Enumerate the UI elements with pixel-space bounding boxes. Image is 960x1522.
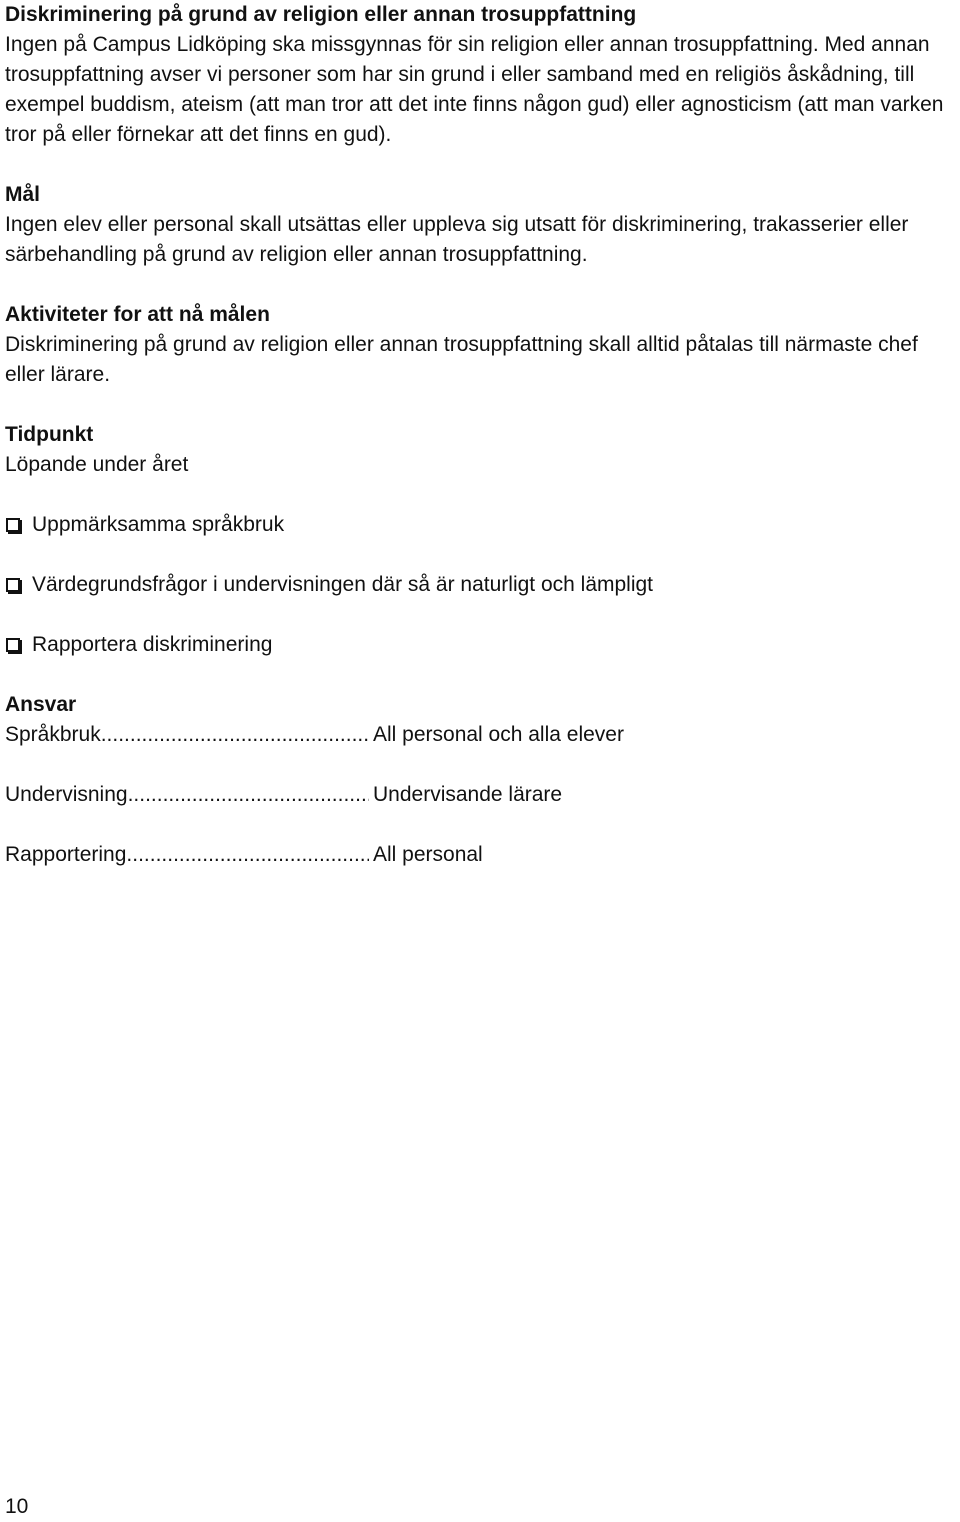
responsibility-row — [5, 840, 955, 870]
timing-heading: Tidpunkt — [5, 423, 94, 446]
checklist-item-label: Uppmärksamma språkbruk — [32, 513, 285, 536]
responsibility-row — [5, 720, 955, 750]
responsibility-section — [5, 690, 955, 870]
document-page — [5, 0, 955, 870]
activities-heading: Aktiviteter for att nå målen — [5, 303, 270, 326]
responsibility-area-label: Rapportering — [5, 843, 127, 866]
responsibility-row — [5, 780, 955, 810]
page-number: 10 — [5, 1495, 29, 1518]
checklist-item-label: Rapportera diskriminering — [32, 633, 273, 656]
goal-heading: Mål — [5, 183, 41, 206]
checkbox-icon — [6, 578, 20, 592]
timing-text: Löpande under året — [5, 453, 189, 476]
checkbox-icon — [6, 518, 20, 532]
responsibility-who: Undervisande lärare — [373, 783, 563, 806]
responsibility-who: All personal och alla elever — [373, 723, 624, 746]
timing-section — [5, 420, 955, 480]
responsibility-area-label: Språkbruk — [5, 723, 101, 746]
responsibility-area — [5, 840, 369, 870]
checkbox-icon — [6, 638, 20, 652]
checklist-item — [5, 570, 955, 600]
responsibility-area — [5, 780, 369, 810]
responsibility-heading: Ansvar — [5, 693, 77, 716]
activities-section — [5, 300, 955, 390]
responsibility-area-label: Undervisning — [5, 783, 128, 806]
section-title: Diskriminering på grund av religion eller annan trosuppfattning — [5, 3, 637, 26]
checklist-item — [5, 510, 955, 540]
responsibility-area — [5, 720, 369, 750]
goal-text: Ingen elev eller personal skall utsättas eller uppleva sig utsatt för diskriminering, trakasserier eller särbehandling på grund av religion eller annan trosuppfattning. — [5, 213, 909, 266]
section-intro: Ingen på Campus Lidköping ska missgynnas för sin religion eller annan trosuppfattning. Med annan trosuppfattning avser vi personer som har sin grund i eller samband med en religiös åskådning, till exempel buddism, ateism (att man tror att det inte finns någon gud) eller agnosticism (att man varken tror på eller förnekar att det finns en gud). — [5, 33, 944, 146]
activities-text: Diskriminering på grund av religion eller annan trosuppfattning skall alltid påtalas till närmaste chef eller lärare. — [5, 333, 918, 386]
responsibility-who: All personal — [373, 843, 483, 866]
religion-section — [5, 0, 955, 150]
goal-section — [5, 180, 955, 270]
checklist-item — [5, 630, 955, 660]
checklist-item-label: Värdegrundsfrågor i undervisningen där så är naturligt och lämpligt — [32, 573, 654, 596]
